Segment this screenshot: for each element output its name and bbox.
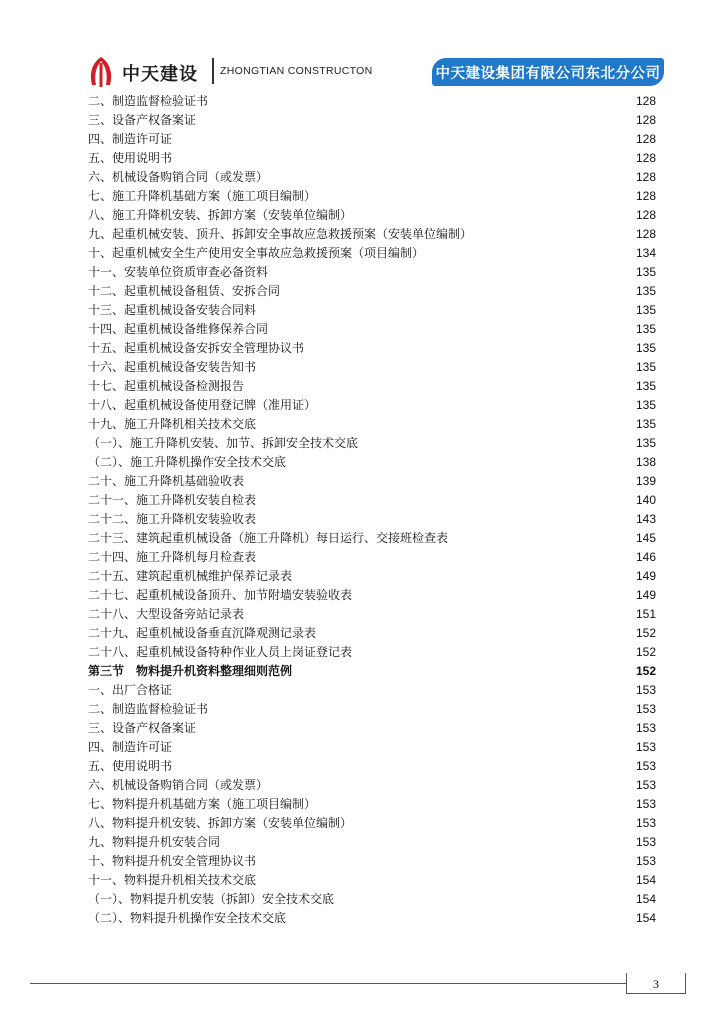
- toc-entry[interactable]: [88, 681, 656, 700]
- toc-entry-page: 135: [635, 360, 656, 374]
- toc-entry-page: 143: [635, 512, 656, 526]
- toc-entry-title: 二十三、建筑起重机械设备（施工升降机）每日运行、交接班检查表: [88, 531, 449, 545]
- toc-entry-page: 128: [635, 151, 656, 165]
- toc-entry[interactable]: [88, 890, 656, 909]
- logo-divider: [212, 58, 214, 84]
- toc-entry-title: 七、物料提升机基础方案（施工项目编制）: [88, 797, 317, 811]
- toc-entry-title: 五、使用说明书: [88, 759, 173, 773]
- toc-entry-title: 二十一、施工升降机安装自检表: [88, 493, 257, 507]
- toc-entry[interactable]: [88, 282, 656, 301]
- toc-entry-page: 152: [635, 645, 656, 659]
- toc-entry-title: 二十四、施工升降机每月检查表: [88, 550, 257, 564]
- toc-entry-page: 152: [635, 626, 656, 640]
- toc-entry-title: 十八、起重机械设备使用登记牌（准用证）: [88, 398, 317, 412]
- table-of-contents: [88, 92, 656, 928]
- toc-entry[interactable]: [88, 757, 656, 776]
- toc-entry-page: 135: [635, 398, 656, 412]
- toc-entry-page: 153: [635, 778, 656, 792]
- toc-entry-page: 153: [635, 759, 656, 773]
- toc-entry-page: 135: [635, 341, 656, 355]
- zhongtian-logo-icon: [86, 55, 116, 89]
- toc-entry[interactable]: [88, 434, 656, 453]
- toc-entry-title: 二、制造监督检验证书: [88, 94, 209, 108]
- toc-entry-title: 十二、起重机械设备租赁、安拆合同: [88, 284, 281, 298]
- toc-entry-title: 四、制造许可证: [88, 132, 173, 146]
- toc-entry[interactable]: [88, 358, 656, 377]
- toc-entry-title: 十九、施工升降机相关技术交底: [88, 417, 257, 431]
- toc-entry-title: 八、物料提升机安装、拆卸方案（安装单位编制）: [88, 816, 353, 830]
- toc-entry-title: （二）、物料提升机操作安全技术交底: [88, 911, 287, 925]
- toc-entry[interactable]: [88, 111, 656, 130]
- toc-entry[interactable]: [88, 168, 656, 187]
- toc-entry-page: 145: [635, 531, 656, 545]
- toc-entry[interactable]: [88, 415, 656, 434]
- toc-entry[interactable]: [88, 814, 656, 833]
- toc-entry-page: 153: [635, 683, 656, 697]
- toc-entry-title: 二十八、大型设备旁站记录表: [88, 607, 245, 621]
- toc-entry[interactable]: [88, 643, 656, 662]
- toc-entry-page: 135: [635, 303, 656, 317]
- toc-entry-page: 153: [635, 740, 656, 754]
- toc-entry[interactable]: [88, 472, 656, 491]
- toc-entry-page: 152: [635, 664, 656, 678]
- toc-entry-title: 二十二、施工升降机安装验收表: [88, 512, 257, 526]
- toc-entry-page: 135: [635, 379, 656, 393]
- toc-entry-title: 第三节 物料提升机资料整理细则范例: [88, 664, 293, 678]
- toc-entry-title: 九、起重机械安装、顶升、拆卸安全事故应急救援预案（安装单位编制）: [88, 227, 473, 241]
- toc-entry-page: 154: [635, 892, 656, 906]
- toc-entry-title: 三、设备产权备案证: [88, 113, 197, 127]
- toc-entry-title: 二、制造监督检验证书: [88, 702, 209, 716]
- toc-entry-page: 153: [635, 816, 656, 830]
- toc-entry-page: 128: [635, 132, 656, 146]
- toc-entry[interactable]: [88, 263, 656, 282]
- toc-entry-title: 十七、起重机械设备检测报告: [88, 379, 245, 393]
- toc-entry-title: 五、使用说明书: [88, 151, 173, 165]
- toc-entry[interactable]: [88, 187, 656, 206]
- toc-entry-title: 二十八、起重机械设备特种作业人员上岗证登记表: [88, 645, 353, 659]
- toc-entry[interactable]: [88, 548, 656, 567]
- toc-entry[interactable]: [88, 130, 656, 149]
- toc-entry-page: 135: [635, 284, 656, 298]
- toc-entry[interactable]: [88, 453, 656, 472]
- toc-entry[interactable]: [88, 301, 656, 320]
- toc-entry[interactable]: [88, 377, 656, 396]
- toc-entry[interactable]: [88, 92, 656, 111]
- toc-entry-page: 139: [635, 474, 656, 488]
- toc-entry-title: 十五、起重机械设备安拆安全管理协议书: [88, 341, 305, 355]
- toc-entry-title: 十、物料提升机安全管理协议书: [88, 854, 257, 868]
- toc-entry-title: 二十七、起重机械设备顶升、加节附墙安装验收表: [88, 588, 353, 602]
- toc-entry-title: 六、机械设备购销合同（或发票）: [88, 778, 269, 792]
- toc-entry[interactable]: [88, 206, 656, 225]
- toc-entry[interactable]: [88, 909, 656, 928]
- toc-entry-page: 138: [635, 455, 656, 469]
- toc-entry-title: （二）、施工升降机操作安全技术交底: [88, 455, 287, 469]
- toc-entry-title: 二十五、建筑起重机械维护保养记录表: [88, 569, 293, 583]
- logo-text-en: ZHONGTIAN CONSTRUCTON: [220, 65, 373, 77]
- toc-entry[interactable]: [88, 510, 656, 529]
- toc-entry-title: 三、设备产权备案证: [88, 721, 197, 735]
- toc-entry[interactable]: [88, 149, 656, 168]
- toc-entry-page: 153: [635, 835, 656, 849]
- toc-entry[interactable]: [88, 396, 656, 415]
- toc-entry[interactable]: [88, 833, 656, 852]
- toc-entry-page: 128: [635, 94, 656, 108]
- toc-entry-page: 153: [635, 854, 656, 868]
- toc-entry-title: 十一、安装单位资质审查必备资料: [88, 265, 269, 279]
- toc-entry-page: 135: [635, 417, 656, 431]
- toc-entry-title: 二十、施工升降机基础验收表: [88, 474, 245, 488]
- toc-entry[interactable]: [88, 529, 656, 548]
- toc-entry[interactable]: [88, 244, 656, 263]
- toc-section-heading[interactable]: [88, 662, 656, 681]
- toc-entry-page: 154: [635, 911, 656, 925]
- toc-entry-title: 十六、起重机械设备安装告知书: [88, 360, 257, 374]
- toc-entry[interactable]: [88, 776, 656, 795]
- toc-entry-page: 153: [635, 721, 656, 735]
- toc-entry-page: 128: [635, 170, 656, 184]
- toc-entry-title: 十、起重机械安全生产使用安全事故应急救援预案（项目编制）: [88, 246, 425, 260]
- toc-entry-title: 六、机械设备购销合同（或发票）: [88, 170, 269, 184]
- toc-entry[interactable]: [88, 738, 656, 757]
- toc-entry-page: 128: [635, 208, 656, 222]
- toc-entry[interactable]: [88, 871, 656, 890]
- toc-entry-page: 146: [635, 550, 656, 564]
- toc-entry-page: 128: [635, 189, 656, 203]
- toc-entry-title: 十四、起重机械设备维修保养合同: [88, 322, 269, 336]
- toc-entry-page: 128: [635, 113, 656, 127]
- toc-entry-page: 154: [635, 873, 656, 887]
- toc-entry-page: 140: [635, 493, 656, 507]
- toc-entry-page: 134: [635, 246, 656, 260]
- toc-entry[interactable]: [88, 852, 656, 871]
- toc-entry[interactable]: [88, 605, 656, 624]
- toc-entry-page: 149: [635, 569, 656, 583]
- toc-entry-title: 七、施工升降机基础方案（施工项目编制）: [88, 189, 317, 203]
- toc-entry[interactable]: [88, 225, 656, 244]
- logo-text-cn: 中天建设: [122, 64, 198, 85]
- toc-entry-title: 十一、物料提升机相关技术交底: [88, 873, 257, 887]
- toc-entry[interactable]: [88, 700, 656, 719]
- toc-entry-page: 135: [635, 322, 656, 336]
- toc-entry-page: 149: [635, 588, 656, 602]
- toc-entry-title: 二十九、起重机械设备垂直沉降观测记录表: [88, 626, 317, 640]
- toc-entry-title: 一、出厂合格证: [88, 683, 173, 697]
- toc-entry-title: （一）、施工升降机安装、加节、拆卸安全技术交底: [88, 436, 359, 450]
- company-banner: 中天建设集团有限公司东北分公司: [432, 58, 664, 86]
- toc-entry[interactable]: [88, 586, 656, 605]
- page-header: [0, 0, 724, 92]
- toc-entry-title: 八、施工升降机安装、拆卸方案（安装单位编制）: [88, 208, 353, 222]
- toc-entry[interactable]: [88, 339, 656, 358]
- footer-rule: [30, 983, 626, 984]
- toc-entry[interactable]: [88, 491, 656, 510]
- toc-entry[interactable]: [88, 719, 656, 738]
- toc-entry-title: 十三、起重机械设备安装合同料: [88, 303, 257, 317]
- toc-entry[interactable]: [88, 567, 656, 586]
- page-number: 3: [626, 973, 686, 994]
- toc-entry-page: 135: [635, 265, 656, 279]
- toc-entry-title: 九、物料提升机安装合同: [88, 835, 221, 849]
- toc-entry[interactable]: [88, 624, 656, 643]
- toc-entry-page: 151: [635, 607, 656, 621]
- toc-entry-page: 153: [635, 702, 656, 716]
- toc-entry-title: 四、制造许可证: [88, 740, 173, 754]
- toc-entry[interactable]: [88, 795, 656, 814]
- toc-entry-page: 128: [635, 227, 656, 241]
- toc-entry-title: （一）、物料提升机安装（拆卸）安全技术交底: [88, 892, 335, 906]
- toc-entry-page: 135: [635, 436, 656, 450]
- toc-entry[interactable]: [88, 320, 656, 339]
- toc-entry-page: 153: [635, 797, 656, 811]
